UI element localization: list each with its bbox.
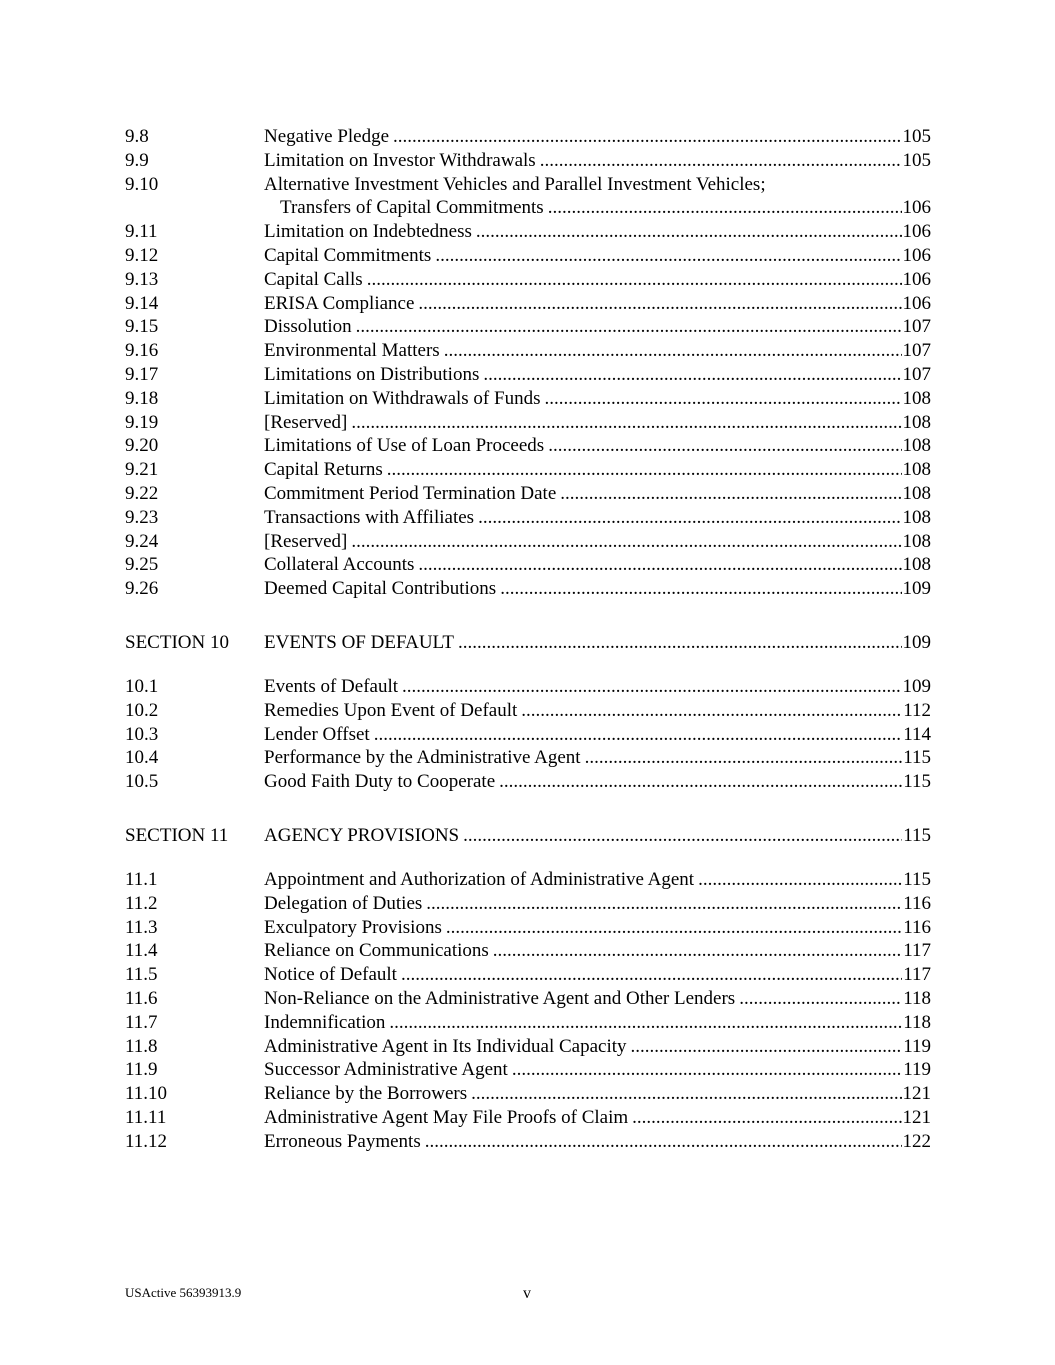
toc-entry-page: 106 [902, 268, 931, 290]
toc-entry-page: 117 [903, 964, 931, 986]
toc-entry-number: 10.2 [125, 699, 159, 721]
toc-entry [125, 458, 931, 482]
toc-entry [125, 339, 931, 363]
toc-entry [125, 868, 931, 892]
section-title: AGENCY PROVISIONS [264, 824, 460, 846]
toc-entry-number: 11.10 [125, 1083, 168, 1105]
toc-entry-number: 9.8 [125, 126, 149, 147]
toc-entry-page: 108 [902, 506, 931, 528]
toc-entry-title: Alternative Investment Vehicles and Parallel Investment Vehicles; [264, 173, 766, 195]
toc-entry-page: 107 [902, 340, 931, 362]
toc-entry-page: 108 [902, 554, 931, 576]
toc-entry-title: Capital Commitments [264, 244, 432, 266]
dot-leader [393, 125, 901, 149]
toc-entry-page: 108 [902, 411, 931, 433]
dot-leader [418, 292, 901, 316]
toc-entry-number: 11.12 [125, 1130, 168, 1152]
toc-entry-title: Deemed Capital Contributions [264, 578, 497, 600]
toc-entry [125, 292, 931, 316]
dot-leader [402, 675, 901, 699]
toc-entry-page: 109 [902, 675, 931, 697]
dot-leader [548, 434, 901, 458]
dot-leader [374, 723, 903, 747]
toc-entry-title: Limitations of Use of Loan Proceeds [264, 435, 545, 457]
toc-entry-number: 9.15 [125, 316, 159, 338]
toc-entry-number: 9.23 [125, 506, 159, 528]
dot-leader [483, 363, 901, 387]
toc-entry-title: Lender Offset [264, 723, 370, 745]
table-of-contents [125, 125, 931, 1153]
toc-entry-number: 11.7 [125, 1011, 158, 1033]
toc-entry-title: Dissolution [264, 316, 352, 338]
toc-entry-number: 11.3 [125, 916, 158, 938]
toc-entry-page: 118 [903, 987, 931, 1009]
toc-entry-page: 106 [902, 197, 931, 219]
dot-leader [698, 868, 902, 892]
toc-entry [125, 315, 931, 339]
toc-entry-page: 108 [902, 387, 931, 409]
toc-entry-title: Negative Pledge [264, 126, 390, 147]
dot-leader [739, 987, 902, 1011]
toc-entry-number: 11.2 [125, 892, 158, 914]
toc-section-heading [125, 824, 931, 848]
toc-entry-title: Limitation on Indebtedness [264, 221, 472, 243]
toc-entry [125, 482, 931, 506]
toc-entry-title: Reliance on Communications [264, 940, 489, 962]
dot-leader [418, 553, 901, 577]
dot-leader [544, 387, 901, 411]
toc-entry-number: 11.6 [125, 987, 158, 1009]
toc-entry [125, 1130, 931, 1154]
toc-entry-title: Exculpatory Provisions [264, 916, 442, 938]
toc-entry-page: 108 [902, 482, 931, 504]
toc-entry [125, 1011, 931, 1035]
toc-entry [125, 577, 931, 601]
toc-entry-title: Collateral Accounts [264, 554, 415, 576]
section-number: SECTION 11 [125, 824, 229, 846]
toc-entry-title: [Reserved] [264, 530, 348, 552]
toc-entry-page: 117 [903, 940, 931, 962]
toc-entry [125, 125, 931, 149]
toc-entry-page: 109 [902, 578, 931, 600]
toc-entry-page: 119 [903, 1059, 931, 1081]
toc-entry-number: 9.10 [125, 173, 159, 195]
toc-entry [125, 699, 931, 723]
dot-leader [356, 315, 902, 339]
toc-entry-title: Environmental Matters [264, 340, 440, 362]
toc-entry-title: ERISA Compliance [264, 292, 415, 314]
toc-entry [125, 553, 931, 577]
dot-leader [585, 746, 903, 770]
toc-entry-number: 9.26 [125, 578, 159, 600]
toc-entry-number: 11.11 [125, 1106, 167, 1128]
toc-entry-title: Capital Calls [264, 268, 363, 290]
toc-entry-title: Reliance by the Borrowers [264, 1083, 468, 1105]
page-number: v [523, 1285, 531, 1302]
dot-leader [367, 268, 902, 292]
toc-entry-number: 11.1 [125, 868, 158, 890]
toc-entry [125, 746, 931, 770]
toc-entry-title: Limitation on Withdrawals of Funds [264, 387, 541, 409]
section-page: 109 [902, 631, 931, 653]
dot-leader [389, 1011, 902, 1035]
toc-entry [125, 723, 931, 747]
toc-entry [125, 892, 931, 916]
toc-entry-number: 9.9 [125, 149, 149, 171]
toc-entry [125, 1035, 931, 1059]
toc-entry-page: 107 [902, 363, 931, 385]
toc-entry-title: Limitations on Distributions [264, 363, 480, 385]
toc-entry-number: 9.18 [125, 387, 159, 409]
toc-entry-number: 9.25 [125, 554, 159, 576]
toc-entry-page: 118 [903, 1011, 931, 1033]
dot-leader [500, 577, 901, 601]
toc-entry-title: Good Faith Duty to Cooperate [264, 771, 496, 793]
toc-entry-page: 116 [903, 892, 931, 914]
toc-entry [125, 770, 931, 794]
toc-entry-title-continued: Transfers of Capital Commitments [280, 197, 544, 219]
toc-entry-number: 9.24 [125, 530, 159, 552]
toc-entry-title: Capital Returns [264, 459, 383, 481]
dot-leader [540, 149, 902, 173]
dot-leader [478, 506, 901, 530]
dot-leader [458, 631, 901, 655]
toc-entry [125, 1058, 931, 1082]
toc-entry-title: Commitment Period Termination Date [264, 482, 557, 504]
toc-entry-title: [Reserved] [264, 411, 348, 433]
dot-leader [471, 1082, 901, 1106]
toc-entry-title: Notice of Default [264, 964, 397, 986]
toc-entry [125, 675, 931, 699]
toc-entry-page: 108 [902, 435, 931, 457]
toc-entry-page: 108 [902, 459, 931, 481]
document-id: USActive 56393913.9 [125, 1285, 242, 1300]
dot-leader [521, 699, 902, 723]
toc-entry-number: 10.4 [125, 747, 159, 769]
toc-entry-page: 105 [902, 126, 931, 147]
toc-entry-title: Administrative Agent May File Proofs of Claim [264, 1106, 629, 1128]
toc-entry-page: 121 [902, 1106, 931, 1128]
toc-entry-page: 119 [903, 1035, 931, 1057]
toc-entry [125, 506, 931, 530]
toc-entry-number: 9.21 [125, 459, 159, 481]
toc-entry-title: Administrative Agent in Its Individual Capacity [264, 1035, 627, 1057]
dot-leader [631, 1035, 903, 1059]
toc-entry-number: 9.17 [125, 363, 159, 385]
toc-entry-title: Events of Default [264, 675, 399, 697]
toc-entry [125, 268, 931, 292]
toc-entry-number: 9.19 [125, 411, 159, 433]
toc-entry [125, 411, 931, 435]
toc-entry [125, 530, 931, 554]
toc-entry-page: 115 [903, 868, 931, 890]
toc-entry-title: Indemnification [264, 1011, 386, 1033]
toc-entry-number: 9.11 [125, 221, 158, 243]
toc-entry-page: 122 [902, 1130, 931, 1152]
dot-leader [446, 916, 902, 940]
toc-entry [125, 434, 931, 458]
toc-entry-title: Erroneous Payments [264, 1130, 421, 1152]
toc-entry-title: Successor Administrative Agent [264, 1059, 508, 1081]
toc-entry-title: Transactions with Affiliates [264, 506, 475, 528]
toc-entry-number: 9.22 [125, 482, 159, 504]
dot-leader [351, 530, 901, 554]
toc-entry-page: 112 [903, 699, 931, 721]
toc-entry-number: 11.9 [125, 1059, 158, 1081]
section-number: SECTION 10 [125, 631, 229, 653]
dot-leader [401, 963, 902, 987]
toc-entry-title: Appointment and Authorization of Administrative Agent [264, 868, 695, 890]
dot-leader [425, 1130, 902, 1154]
dot-leader [499, 770, 902, 794]
toc-entry-page: 115 [903, 747, 931, 769]
dot-leader [426, 892, 902, 916]
toc-entry-page: 106 [902, 244, 931, 266]
toc-entry-number: 9.12 [125, 244, 159, 266]
dot-leader [560, 482, 901, 506]
section-page: 115 [903, 824, 931, 846]
dot-leader [493, 939, 902, 963]
toc-entry [125, 987, 931, 1011]
section-title: EVENTS OF DEFAULT [264, 631, 455, 653]
dot-leader [632, 1106, 901, 1130]
dot-leader [476, 220, 902, 244]
toc-entry [125, 173, 931, 197]
toc-entry [125, 363, 931, 387]
toc-entry-number: 10.1 [125, 675, 159, 697]
dot-leader [435, 244, 901, 268]
toc-entry-number: 11.4 [125, 940, 158, 962]
toc-entry [125, 1106, 931, 1130]
toc-entry-page: 116 [903, 916, 931, 938]
toc-entry-page: 106 [902, 221, 931, 243]
toc-entry-continuation [125, 196, 931, 220]
toc-section-heading [125, 631, 931, 655]
toc-entry-number: 10.3 [125, 723, 159, 745]
toc-entry-title: Remedies Upon Event of Default [264, 699, 518, 721]
dot-leader [387, 458, 902, 482]
toc-entry-page: 107 [902, 316, 931, 338]
toc-entry [125, 939, 931, 963]
toc-entry [125, 220, 931, 244]
toc-entry-page: 121 [902, 1083, 931, 1105]
toc-entry-page: 115 [903, 771, 931, 793]
toc-entry-number: 11.8 [125, 1035, 158, 1057]
toc-entry [125, 916, 931, 940]
dot-leader [463, 824, 902, 848]
toc-entry-number: 9.13 [125, 268, 159, 290]
toc-entry [125, 1082, 931, 1106]
dot-leader [512, 1058, 902, 1082]
dot-leader [351, 411, 901, 435]
toc-entry-number: 10.5 [125, 771, 159, 793]
toc-entry-number: 9.20 [125, 435, 159, 457]
toc-entry-title: Non-Reliance on the Administrative Agent and Other Lenders [264, 987, 736, 1009]
toc-entry-number: 9.14 [125, 292, 159, 314]
toc-entry-page: 105 [902, 149, 931, 171]
toc-entry-page: 106 [902, 292, 931, 314]
toc-entry [125, 387, 931, 411]
toc-entry [125, 244, 931, 268]
toc-entry-title: Performance by the Administrative Agent [264, 747, 581, 769]
toc-entry-number: 9.16 [125, 340, 159, 362]
dot-leader [548, 196, 902, 220]
toc-entry-title: Delegation of Duties [264, 892, 423, 914]
toc-entry [125, 963, 931, 987]
toc-entry-number: 11.5 [125, 964, 158, 986]
toc-entry-page: 108 [902, 530, 931, 552]
toc-entry-title: Limitation on Investor Withdrawals [264, 149, 536, 171]
dot-leader [444, 339, 902, 363]
toc-entry [125, 149, 931, 173]
toc-entry-page: 114 [903, 723, 931, 745]
